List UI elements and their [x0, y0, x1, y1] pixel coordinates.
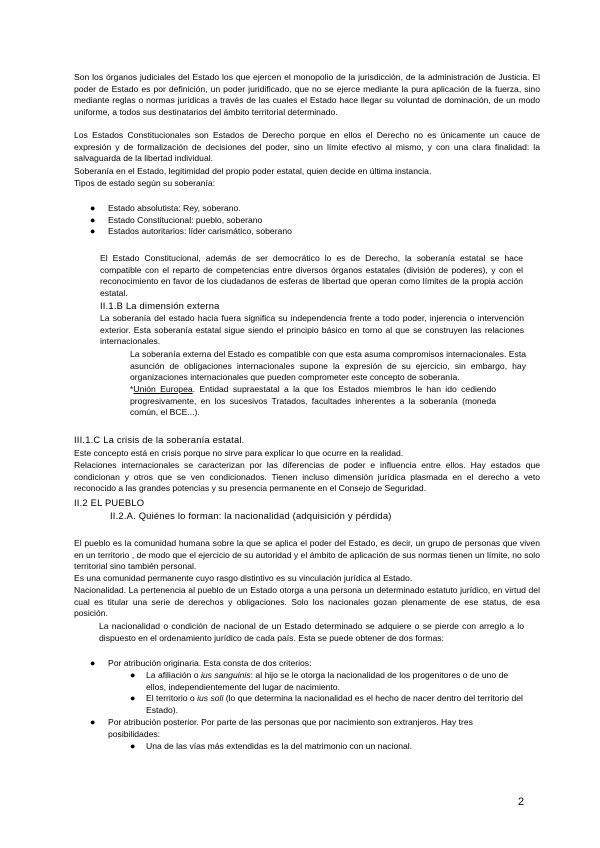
bullet-icon: ● [130, 741, 136, 751]
section-heading-people: II.2 EL PUEBLO [74, 497, 145, 508]
list-item: ● Por atribución originaria. Esta consta de dos criterios: [90, 658, 312, 668]
state-types-list [90, 203, 528, 238]
list-item: ● Estado absolutista: Rey, soberano. [90, 203, 241, 213]
page-number: 2 [518, 796, 525, 808]
bullet-icon: ● [130, 693, 136, 704]
acquisition-list [90, 658, 524, 670]
intro-paragraph-jurisdiction: Son los órganos judiciales del Estado los que ejercen el monopolio de la jurisdicción, de la administración de Justicia. El poder de Estado es por definición, un poder juridificado, que no se ejerce mediante la pura aplicación de la fuerza, sino mediante reglas o normas jurídicas a través de las cuales el Estado hace llegar su voluntad de dominación, de un modo uniforme, a todos sus destinatarios del ámbito territorial determinado. [74, 72, 540, 118]
section-heading-sovereignty-crisis: III.1.C La crisis de la soberanía estatal. [74, 434, 245, 445]
nationality-acquisition-paragraph: La nacionalidad o condición de nacional de un Estado determinado se adquiere o se pierde con arreglo a lo dispuesto en el ordenamiento jurídico de cada país. Esta se puede obtener de dos formas: [99, 621, 524, 643]
bullet-icon: ● [90, 226, 96, 237]
bullet-icon: ● [90, 214, 96, 225]
list-item: ● El territorio o ius soli (lo que determina la nacionalidad es el hecho de nacer dentro del territorio del Estado). [130, 693, 523, 716]
nationality-paragraph: Nacionalidad. La pertenencia al pueblo de un Estado otorga a una persona un determinado estatuto jurídico, en virtud del cual es titular una serie de derechos y obligaciones. Solo los nacionales gozan plenamente de ese status, de esa posición. [74, 585, 540, 619]
european-union-term: Unión Europea [133, 384, 193, 394]
list-item: ● Estados autoritarios: líder carismático, soberano [90, 226, 292, 237]
list-item: ● La afiliación o ius sanguinis: al hijo se le otorga la nacionalidad de los progenitores o de uno de ellos, independientemente del lugar de nacimiento. [130, 670, 509, 692]
posterior-attribution-options [130, 741, 526, 753]
european-union-note: *Unión Europea. Entidad supraestatal a la que los Estados miembros le han ido cediendo progresivamente, en los sucesivos Tratados, facultades inherentes a la soberanía (moneda común, el BCE...). [130, 384, 496, 418]
international-relations-paragraph: Relaciones internacionales se caracterizan por las diferencias de poder e influencia entre ellos. Hay estados que condicionan y otros que se ven condicionados. Tienen incluso dimensión jurídica plasmada en el derecho a veto reconocido a las grandes potencias y su presencia permanente en el Consejo de Seguridad. [74, 460, 540, 494]
constitutional-state-paragraph: El Estado Constitucional, además de ser democrático lo es de Derecho, la soberanía estatal se hace compatible con el reparto de competencias entre diversos órganos estatales (división de poderes), y con el reconocimiento en favor de los ciudadanos de esferas de libertad que operan como límites de la propia acción estatal. [100, 253, 523, 299]
bullet-icon: ● [90, 717, 96, 727]
international-commitments-paragraph: La soberanía externa del Estado es compatible con que esta asuma compromisos internacionales. Esta asunción de obligaciones internacionales supone la expresión de su ejercicio, sin embargo, hay organizaciones internacionales que pueden comprometer este concepto de soberanía. [130, 349, 526, 383]
sovereignty-crisis-paragraph: Este concepto está en crisis porque no sirve para explicar lo que ocurre en la realidad. [74, 448, 404, 458]
bullet-icon: ● [90, 203, 96, 213]
intro-paragraph-constitutional-states: Los Estados Constitucionales son Estados de Derecho porque en ellos el Derecho no es únicamente un cauce de expresión y de formalización de decisiones del poder, sino un límite efectivo al mismo, y con una clara finalidad: la salvaguarda de la libertad individual. [74, 130, 540, 164]
section-heading-external-dimension: II.1.B La dimensión externa [100, 300, 220, 311]
subsection-heading-nationality: II.2.A. Quiénes lo forman: la nacionalidad (adquisición y pérdida) [110, 510, 392, 521]
list-item: ● Una de las vías más extendidas es la del matrimonio con un nacional. [130, 741, 413, 751]
people-definition-paragraph: El pueblo es la comunidad humana sobre la que se aplica el poder del Estado, es decir, un grupo de personas que viven en un territorio , de modo que el ejercicio de su autoridad y el ámbito de aplicación de sus normas tienen un límite, no solo territorial sino también personal. [74, 538, 540, 572]
permanent-community-paragraph: Es una comunidad permanente cuyo rasgo distintivo es su vinculación jurídica al Estado. [74, 573, 413, 583]
list-item: ● Estado Constitucional: pueblo, soberano [90, 214, 263, 225]
external-sovereignty-paragraph: La soberanía del estado hacia fuera significa su independencia frente a todo poder, injerencia o intervención exterior. Esta soberanía estatal sigue siendo el principio básico en torno al que se construyen las relaciones internacionales. [100, 313, 524, 347]
bullet-icon: ● [130, 670, 136, 680]
original-attribution-criteria [130, 670, 526, 717]
intro-paragraph-state-types: Tipos de estado según su soberanía: [74, 178, 216, 188]
intro-paragraph-sovereignty: Soberanía en el Estado, legitimidad del propio poder estatal, quien decide en última instancia. [74, 166, 432, 176]
list-item: ● Por atribución posterior. Por parte de las personas que por nacimiento son extranjeros. Hay tres posibilidades: [90, 717, 473, 739]
bullet-icon: ● [90, 658, 96, 668]
posterior-attribution-list [90, 717, 518, 740]
